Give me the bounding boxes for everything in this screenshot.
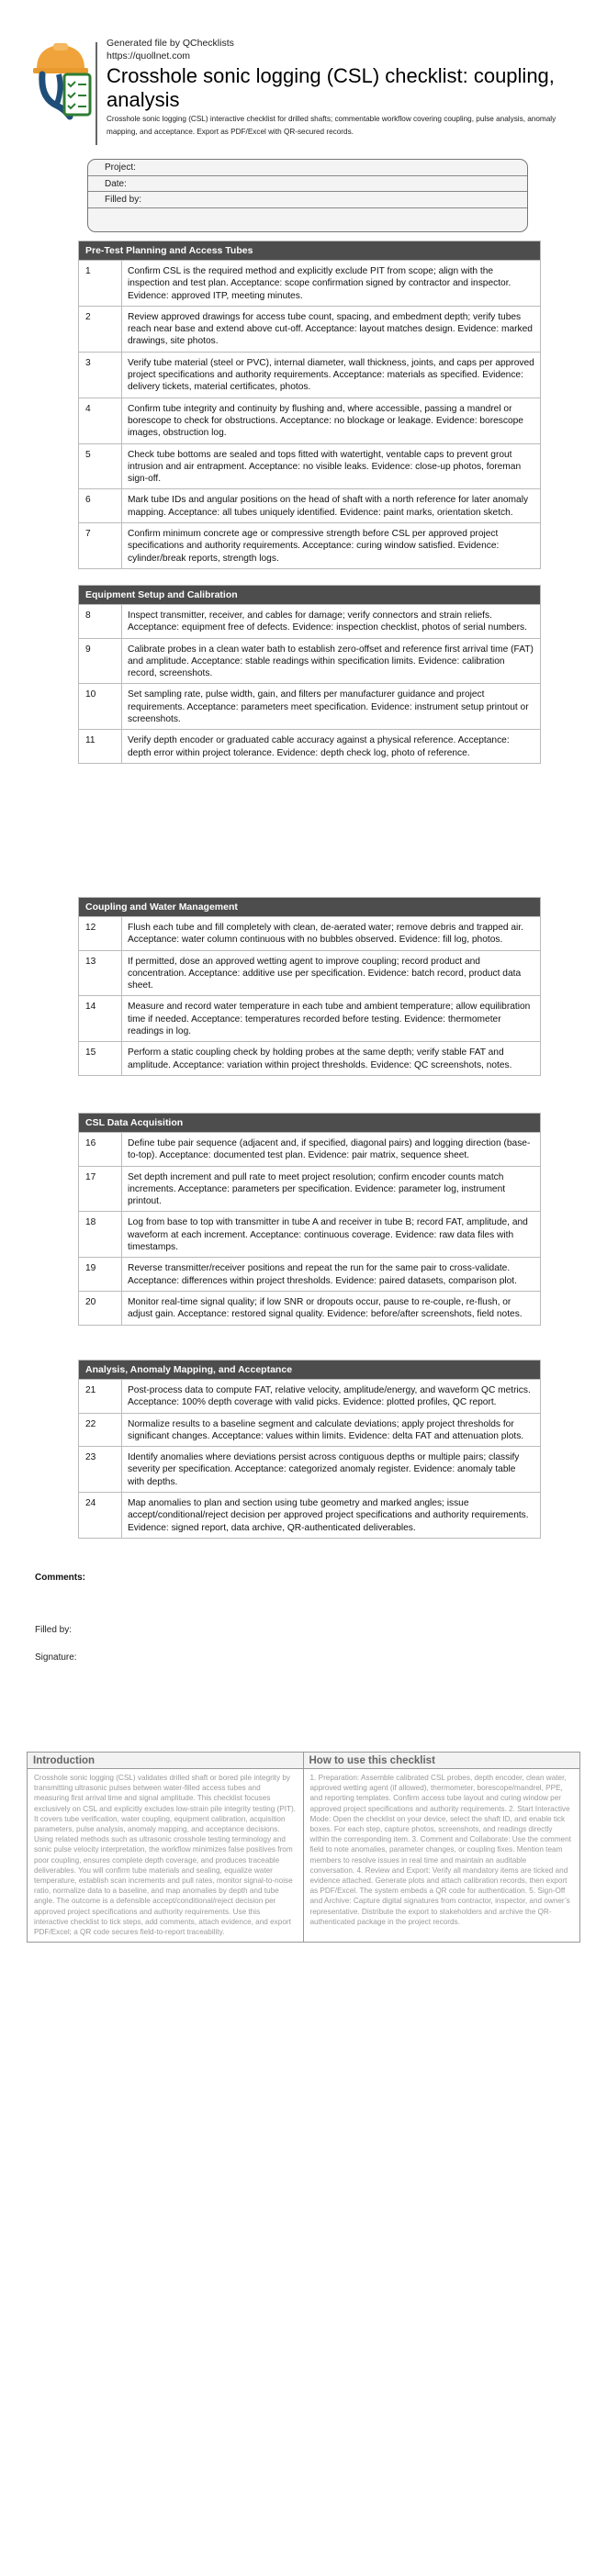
section-data-acquisition — [78, 1113, 541, 1326]
hardhat-checklist-logo-icon — [31, 41, 94, 124]
checklist-row[interactable] — [79, 638, 540, 684]
how-to-use-column — [304, 1753, 580, 1942]
item-text: Reverse transmitter/receiver positions and repeat the run for the same pair to cross-validate. Acceptance: differences within project thresholds. Evidence: paired datasets, comparison plot. — [128, 1263, 517, 1286]
item-text: Check tube bottoms are sealed and tops fitted with watertight, ventable caps to prevent grout intrusion and air entrapment. Acceptance: no visible leaks. Evidence: close-up photos, foreman sign-off. — [128, 449, 522, 485]
item-number: 19 — [79, 1258, 122, 1291]
project-field[interactable] — [88, 160, 527, 176]
item-number: 8 — [79, 605, 122, 638]
checklist-row[interactable] — [79, 683, 540, 729]
checklist-row[interactable] — [79, 916, 540, 950]
checklist-row[interactable] — [79, 995, 540, 1041]
checklist-row[interactable] — [79, 1166, 540, 1212]
section-header: Coupling and Water Management — [79, 898, 540, 916]
item-number: 15 — [79, 1042, 122, 1075]
item-text: Perform a static coupling check by holding probes at the same depth; verify stable FAT and amplitude. Acceptance: variation within project thresholds. Evidence: QC screenshots, notes. — [128, 1047, 512, 1070]
checklist-row[interactable] — [79, 306, 540, 352]
info-table — [27, 1752, 580, 1943]
project-info-box — [87, 159, 528, 232]
item-text: Normalize results to a baseline segment and calculate deviations; apply project thresholds for significant changes. Acceptance: values within limits. Evidence: delta FAT and attenuation plots. — [128, 1418, 524, 1441]
how-to-use-text: 1. Preparation: Assemble calibrated CSL probes, depth encoder, clean water, approved wetting agent (if allowed), thermometer, borescope/mandrel, PPE, and reporting templates. Confirm access tube layout and curing window per approved project specifications and authority requirements. 2. Start Interactive Mode: Open the checklist on your device, select the shaft ID, and enable tick boxes. For each step, capture photos, screenshots, and readings directly within the corresponding item. 3. Comment and Collaborate: Use the comment field to note anomalies, parameter changes, or coupling fixes. Mention team members to resolve issues in real time and maintain an auditable conversation. 4. Review and Export: Verify all mandatory items are ticked and evidence attached. Generate plots and attach calibration records, then export as PDF/Excel. The system embeds a QR code for authentication. 5. Sign-Off and Archive: Capture digital signatures from contractor, inspector, and owner’s representative. Distribute the export to stakeholders and archive the QR-authenticated package in the project records. — [309, 1774, 571, 1926]
header-divider — [96, 42, 97, 145]
filled-by-label: Filled by: — [105, 195, 142, 205]
checklist-row[interactable] — [79, 1257, 540, 1291]
blank-field[interactable] — [88, 208, 527, 225]
section-header: CSL Data Acquisition — [79, 1114, 540, 1132]
checklist-row[interactable] — [79, 950, 540, 996]
item-text: Confirm minimum concrete age or compressive strength before CSL per approved project specifications and authority requirements. Acceptance: curing window satisfied. Evidence: cylinder/break reports, strength logs. — [128, 529, 500, 564]
checklist-row[interactable] — [79, 352, 540, 398]
item-number: 24 — [79, 1493, 122, 1538]
item-text: Verify depth encoder or graduated cable accuracy against a physical reference. Acceptance: depth error within project tolerance. Evidence: depth check log, photo of reference. — [128, 735, 510, 758]
item-text: Map anomalies to plan and section using tube geometry and marked angles; issue accept/conditional/reject decision per approved project specifications and authority requirements. Evidence: signed report, data archive, QR-authenticated deliverables. — [128, 1498, 529, 1533]
item-number: 17 — [79, 1167, 122, 1212]
checklist-row[interactable] — [79, 1132, 540, 1166]
item-text: Log from base to top with transmitter in tube A and receiver in tube B; record FAT, amplitude, and waveform at each increment. Acceptance: continuous coverage. Evidence: raw data files with timestamps. — [128, 1217, 528, 1253]
date-label: Date: — [105, 178, 127, 189]
checklist-row[interactable] — [79, 522, 540, 568]
item-text: Calibrate probes in a clean water bath to establish zero-offset and reference first arrival time (FAT) and amplitude. Acceptance: stable readings within specification limits. Evidence: calibration record, screenshots. — [128, 644, 534, 679]
date-field[interactable] — [88, 176, 527, 193]
item-text: Measure and record water temperature in each tube and ambient temperature; allow equilibration time if needed. Acceptance: temperatures recorded before testing. Evidence: thermometer readings in log. — [128, 1002, 531, 1037]
checklist-row[interactable] — [79, 1211, 540, 1257]
page-title: Crosshole sonic logging (CSL) checklist: coupling, analysis — [107, 64, 555, 111]
introduction-text: Crosshole sonic logging (CSL) validates drilled shaft or bored pile integrity by transmitting ultrasonic pulses between water-filled access tubes and measuring first arrival time and signal amplitude. This checklist focuses exclusively on CSL and explicitly excludes low-strain pile integrity testing (PIT). It covers tube verification, water coupling, equipment calibration, acquisition parameters, pulse analysis, anomaly mapping, and acceptance decisions. Using related methods such as ultrasonic crosshole testing terminology and sonic pulse velocity interpretation, the workflow minimizes false positives from poor coupling, ensures complete depth coverage, and produces traceable deliverables. You will confirm tube materials and sealing, equalize water temperature, establish scan increments and pull rates, monitor signal-to-noise ratio, normalize data to a baseline, and map anomalies by depth and tube angle. The outcome is a defensible accept/conditional/reject decision per approved project specifications and authority requirements. Use this interactive checklist to tick steps, add comments, attach evidence, and export PDF/Excel; a QR code secures field-to-report traceability. — [34, 1774, 297, 1937]
item-text: Mark tube IDs and angular positions on the head of shaft with a north reference for later anomaly mapping. Acceptance: all tubes uniquely identified. Evidence: paint marks, orientation sketch. — [128, 495, 529, 518]
item-text: Verify tube material (steel or PVC), internal diameter, wall thickness, joints, and caps per approved project specifications and authority requirements. Acceptance: materials as specified. Evidence: delivery tickets, material certificates, photos. — [128, 357, 534, 393]
introduction-heading: Introduction — [28, 1753, 303, 1769]
item-number: 2 — [79, 307, 122, 352]
checklist-row[interactable] — [79, 1413, 540, 1447]
item-text: Confirm tube integrity and continuity by flushing and, where accessible, passing a mandrel or borescope to check for obstructions. Acceptance: no blockage or leakage. Evidence: borescope images, obstruction log. — [128, 403, 523, 439]
item-text: Monitor real-time signal quality; if low SNR or dropouts occur, pause to re-couple, re-flush, or adjust gain. Acceptance: restored signal quality. Evidence: before/after screenshots, field notes. — [128, 1296, 523, 1320]
item-number: 18 — [79, 1212, 122, 1257]
item-number: 6 — [79, 489, 122, 522]
item-number: 20 — [79, 1292, 122, 1325]
checklist-row[interactable] — [79, 1041, 540, 1075]
checklist-row[interactable] — [79, 1291, 540, 1325]
item-number: 9 — [79, 639, 122, 684]
section-equipment-setup — [78, 585, 541, 764]
item-text: Review approved drawings for access tube count, spacing, and embedment depth; verify tubes reach near base and extend above cut-off. Acceptance: layout matches design. Evidence: marked drawings, site photos. — [128, 311, 533, 347]
item-text: Post-process data to compute FAT, relative velocity, amplitude/energy, and waveform QC metrics. Acceptance: 100% depth coverage with valid picks. Evidence: plotted profiles, QC report. — [128, 1385, 531, 1408]
checklist-row[interactable] — [79, 604, 540, 638]
checklist-row[interactable] — [79, 443, 540, 489]
document-header — [31, 37, 582, 145]
item-number: 21 — [79, 1380, 122, 1413]
item-text: Confirm CSL is the required method and explicitly exclude PIT from scope; align with the inspection and test plan. Acceptance: scope confirmation signed by contractor and inspector. Evidence: approved ITP, meeting minutes. — [128, 266, 511, 301]
item-number: 10 — [79, 684, 122, 729]
item-number: 4 — [79, 398, 122, 443]
checklist-row[interactable] — [79, 488, 540, 522]
item-text: Define tube pair sequence (adjacent and, if specified, diagonal pairs) and logging direction (base-to-top). Acceptance: documented test plan. Evidence: pair matrix, sequence sheet. — [128, 1138, 531, 1161]
item-text: Set depth increment and pull rate to meet project resolution; confirm encoder counts match increments. Acceptance: parameters per specification. Evidence: parameter log, instrument printout. — [128, 1171, 506, 1207]
item-number: 13 — [79, 951, 122, 996]
footer-filled-by-label: Filled by: — [35, 1625, 73, 1635]
item-number: 22 — [79, 1414, 122, 1447]
section-coupling-water — [78, 897, 541, 1076]
source-url[interactable]: https://quollnet.com — [107, 50, 191, 62]
item-number: 16 — [79, 1133, 122, 1166]
signature-label: Signature: — [35, 1652, 77, 1663]
item-number: 1 — [79, 261, 122, 306]
introduction-column — [28, 1753, 304, 1942]
item-text: Identify anomalies where deviations persist across contiguous depths or multiple pairs; classify severity per specification. Acceptance: categorized anomaly register. Evidence: anomaly table with depths. — [128, 1452, 520, 1487]
item-number: 5 — [79, 444, 122, 489]
section-header: Equipment Setup and Calibration — [79, 586, 540, 604]
item-text: Set sampling rate, pulse width, gain, and filters per manufacturer guidance and project requirements. Acceptance: parameters meet specification. Evidence: instrument setup printout or screenshots. — [128, 689, 529, 725]
section-analysis-acceptance — [78, 1360, 541, 1539]
item-number: 7 — [79, 523, 122, 568]
section-pre-test-planning — [78, 241, 541, 569]
how-to-use-heading: How to use this checklist — [304, 1753, 580, 1769]
item-number: 11 — [79, 730, 122, 763]
section-header: Pre-Test Planning and Access Tubes — [79, 241, 540, 260]
generated-by-text: Generated file by QChecklists — [107, 38, 234, 49]
checklist-row[interactable] — [79, 260, 540, 306]
item-text: If permitted, dose an approved wetting agent to improve coupling; record product and concentration. Acceptance: additive use per specification. Evidence: batch record, product data sheet. — [128, 956, 522, 991]
project-label: Project: — [105, 162, 136, 173]
checklist-row[interactable] — [79, 1492, 540, 1538]
checklist-row[interactable] — [79, 1379, 540, 1413]
filled-by-field[interactable] — [88, 192, 527, 208]
checklist-row[interactable] — [79, 729, 540, 763]
item-text: Flush each tube and fill completely with clean, de-aerated water; remove debris and trapped air. Acceptance: water column continuous with no bubbles observed. Evidence: fill log, photos. — [128, 923, 523, 946]
checklist-row[interactable] — [79, 398, 540, 443]
item-text: Inspect transmitter, receiver, and cables for damage; verify connectors and strain reliefs. Acceptance: equipment free of defects. Evidence: inspection checklist, photos of serial numbers. — [128, 610, 527, 633]
item-number: 23 — [79, 1447, 122, 1492]
item-number: 14 — [79, 996, 122, 1041]
page-subtitle: Crosshole sonic logging (CSL) interactive checklist for drilled shafts; commentable workflow covering coupling, pulse analysis, anomaly mapping, and acceptance. Export as PDF/Excel with QR-secured records. — [107, 115, 556, 136]
section-header: Analysis, Anomaly Mapping, and Acceptance — [79, 1361, 540, 1379]
comments-label: Comments: — [35, 1573, 86, 1583]
item-number: 12 — [79, 917, 122, 950]
checklist-row[interactable] — [79, 1446, 540, 1492]
item-number: 3 — [79, 353, 122, 398]
